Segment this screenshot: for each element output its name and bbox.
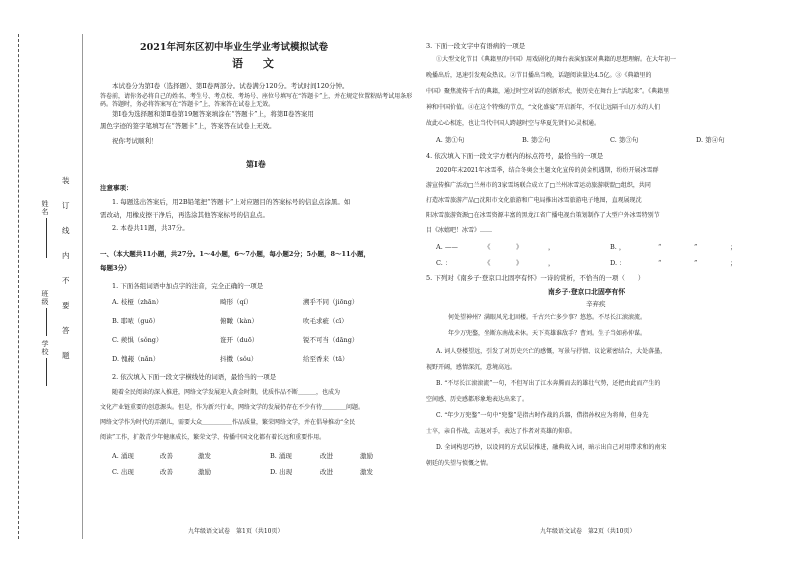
q4-text-line: 打造冰雪旅游产品□沈阳市文化旅游和广电局推出冰雪旅游电子地图，直观展现沈 [426, 197, 642, 204]
q4-option: C. ： [436, 259, 452, 267]
question-4: 4. 依次填入下面一段文字方框内的标点符号，最恰当的一项是 [426, 152, 604, 160]
q4-text-line: 目《冰嬉吧！冰雪》…… [426, 227, 493, 234]
seal-mark: 要 [62, 301, 70, 310]
seal-line [82, 34, 83, 539]
class-fill-line [46, 308, 47, 336]
name-fill-line [46, 218, 47, 258]
page-two [424, 0, 790, 562]
section-title: 第Ⅰ卷 [246, 159, 266, 169]
dashed-cut-line [18, 34, 19, 539]
seal-mark: 装 [62, 176, 70, 185]
q4-option: D. ： [610, 259, 626, 267]
q2-text-line: 随着全民阅读的深入推进，网络文学发展迎入黄金时期，优质作品不断＿＿＿，也成为 [112, 389, 341, 396]
q1-option: D. 愧赧（nǎn） [112, 355, 160, 363]
q1-option: 抖擞（sǒu） [220, 355, 258, 363]
q1-option: 畸形（qí） [220, 298, 253, 306]
q4-option: ” [694, 243, 698, 251]
page-footer: 九年级语文试卷 第1页（共10页） [188, 528, 284, 535]
q3-option: A. 第①句 [436, 136, 465, 144]
q1-option: 溯乎不同（jiōng） [303, 298, 359, 306]
q2-option: 激发 [360, 468, 373, 476]
q4-option: “ [658, 259, 662, 267]
page-footer: 九年级语文试卷 第2页（共10页） [540, 528, 636, 535]
page-one [98, 0, 420, 562]
seal-mark: 订 [62, 201, 70, 210]
q3-text-line: 晚播出后，迅速引发观众热议。②节目播出当晚，话题阅读量达4.5亿。③《典籍里的 [426, 72, 652, 79]
q3-text-line: ①大型文化节目《典籍里的中国》用戏剧化的舞台表演加深对典籍的思想理解。在大年初一 [436, 56, 677, 63]
q2-option: 激发 [198, 452, 211, 460]
part-one-heading: 一、（本大题共11小题，共27分。1～4小题，6～7小题，每小题2分；5小题，8～11小题， [100, 250, 371, 258]
q4-text-line: 阳冰雪旅游资源□在冰雪资源丰富的黑龙江省广播电视台策划制作了大型户外冰雪特别节 [426, 212, 660, 219]
q1-option: 锐不可当（dāng） [303, 336, 359, 344]
q5-option-line: 视野开阔，感情深沉，意境高远。 [426, 364, 517, 371]
intro-line: 本试卷分为第Ⅰ卷（选择题）、第Ⅱ卷两部分。试卷满分120分。考试时间120分钟。 [112, 82, 349, 90]
q3-option: C. 第③句 [610, 136, 639, 144]
label-name: 姓名 [41, 200, 49, 216]
label-class: 班级 [41, 290, 49, 306]
q4-option: ； [730, 243, 737, 251]
seal-mark: 答 [62, 326, 70, 335]
q3-option: D. 第④句 [696, 136, 725, 144]
q4-option: ， [548, 259, 555, 267]
q3-text-line: 故此心心相连，也让当代中国人跨越时空与华夏先贤们心灵相通。 [426, 120, 601, 127]
intro-line: 第Ⅰ卷为选择题和第Ⅱ卷第19题答案填涂在“答题卡”上，将第Ⅱ卷答案用 [112, 110, 314, 118]
school-fill-line [46, 358, 47, 386]
q5-option-line: D. 全词构思巧妙，以设问的方式层层推进，融典故入词，暗示出自己对用带求和的南宋 [436, 444, 667, 451]
seal-mark: 内 [62, 251, 70, 260]
q1-option: 给至香来（tā） [303, 355, 349, 363]
part-one-heading: 每题3分） [100, 264, 131, 272]
note-line: 需改动，用橡皮擦干净后，再选涂其他答案标号的信息点。 [100, 211, 269, 219]
q4-option: 《 [484, 259, 491, 267]
label-school: 学校 [41, 340, 49, 356]
q2-option: 激励 [360, 452, 373, 460]
q4-option: B. ， [610, 243, 626, 251]
question-3: 3. 下面一段文字中有语病的一项是 [426, 42, 526, 50]
subject-title: 语 文 [232, 57, 282, 70]
q3-text-line: 神和中国价值。④在这个特殊的节点，“文化盛宴”开启新年，不仅让远隔千山万水的人们 [426, 104, 661, 111]
q4-text-line: 2020年末2021年冰雪季，结合冬奥会主题文化宣传的黄金机遇期，纷纷开展冰雪群 [436, 167, 659, 174]
q2-option: 改进 [320, 468, 333, 476]
q2-option: D. 出现 [270, 468, 293, 476]
q2-option: C. 出现 [112, 468, 134, 476]
q1-option: C. 蒺惧（sǒng） [112, 336, 163, 344]
q4-option: 》 [516, 259, 523, 267]
question-2: 2. 依次填入下面一段文字横线处的词语，最恰当的一项是 [112, 373, 277, 381]
q2-text-line: 阅读”工作，扩散青少年健康成长，繁荣文学、传播中国文化都有着长远和重要作用。 [100, 434, 326, 441]
q4-text-line: 游宣传推广活动□兰州市的3家雪场联合成立了□兰州冰雪运动旅游联盟□组织，共同 [426, 182, 651, 189]
q5-option-line: B. “不尽长江滚滚流”一句，不但写出了江水奔腾而去的雄壮气势，还把由此而产生的 [436, 380, 661, 387]
q5-option-line: 朝廷的失望与愤慨之情。 [426, 460, 493, 467]
q1-option: 诳开（duō） [220, 336, 259, 344]
poem-author: 辛弃疾 [586, 300, 606, 308]
q2-option: 改进 [320, 452, 333, 460]
question-1: 1. 下面各组词语中加点字的注音，完全正确的一项是 [112, 282, 264, 290]
q2-option: 改善 [160, 452, 173, 460]
intro-line: 祝你考试顺利！ [112, 137, 158, 145]
q2-text-line: 网络文学作为时代的弄潮儿，需要大众＿＿＿＿＿作品质量，繁荣网络文学，并在倡导推动“全民 [100, 419, 356, 426]
note-line: 1. 每题选出答案后，用2B铅笔把“答题卡”上对应题目的答案标号的信息点涂黑。如 [112, 198, 351, 206]
q3-text-line: 中国》聚焦流传千古的典籍，通过时空对话的创新形式，使历史在舞台上“活起来”。《典籍里 [426, 88, 670, 95]
q1-option: 俯瞰（kàn） [220, 317, 259, 325]
poem-line: 年少万兜鍪，坐断东南战未休。天下英雄谁敌手？曹刘。生子当如孙仲谋。 [448, 330, 647, 337]
question-5: 5. 下列对《南乡子·登京口北固亭有怀》一诗的赏析，不恰当的一项（ ） [426, 274, 645, 282]
notes-title: 注意事项： [100, 184, 133, 192]
seal-mark: 题 [62, 351, 70, 360]
poem-title: 南乡子·登京口北固亭有怀 [548, 288, 626, 296]
q1-option: B. 耶哝（guō） [112, 317, 160, 325]
q1-option: A. 枝桠（zhān） [112, 298, 163, 306]
q4-option: ， [548, 243, 555, 251]
q1-option: 吹毛求疵（cī） [303, 317, 348, 325]
intro-line: 黑色字迹的签字笔填写在“答题卡”上，答案答在试卷上无效。 [100, 122, 276, 130]
q2-option: 改善 [160, 468, 173, 476]
poem-line: 何处望神州？满眼风光北固楼。千古兴亡多少事？悠悠。不尽长江滚滚流。 [448, 314, 647, 321]
q5-option-line: C. “年少万兜鍪”一句中“兜鍪”是指古时作战的兵器，借指孙权应为将帅，但身先 [436, 412, 649, 419]
q4-option: A. —— [436, 243, 458, 251]
q4-option: “ [658, 243, 662, 251]
q4-option: 《 [484, 243, 491, 251]
q4-option: 》 [516, 243, 523, 251]
q4-option: ； [730, 259, 737, 267]
exam-title: 2021年河东区初中毕业生学业考试模拟试卷 [140, 42, 328, 53]
q2-option: A. 涌现 [112, 452, 134, 460]
q3-option: B. 第②句 [522, 136, 551, 144]
intro-line: 答卷前，请你务必将自己的姓名、考生号、考点校、考场号、座位号填写在“答题卡”上，并在规定位置粘贴考试用条形码。答题时，务必将答案写在“答题卡”上，答案答在试卷上无效。 [100, 93, 413, 108]
q5-option-line: A. 词人登楼望远，引发了对历史兴亡的感慨，写景与抒情、议论紧密结合，大处落墨， [436, 348, 667, 355]
q5-option-line: 空间感、历史感都形象地表达出来了。 [426, 396, 529, 403]
q2-option: B. 涌现 [270, 452, 292, 460]
binding-margin [0, 0, 98, 562]
q5-option-line: 士卒，亲自作战，击退对手，表达了作者对英雄的仰慕。 [426, 428, 577, 435]
q4-option: ” [694, 259, 698, 267]
q2-text-line: 文化产业链重要的创意源头。但是，作为新兴行业，网络文学的发展仍存在不少有待＿＿＿＿问题。 [100, 404, 365, 411]
q2-option: 激励 [198, 468, 211, 476]
seal-mark: 线 [62, 226, 70, 235]
note-line: 2. 本卷共11题，共37分。 [112, 224, 189, 232]
seal-mark: 不 [62, 276, 70, 285]
